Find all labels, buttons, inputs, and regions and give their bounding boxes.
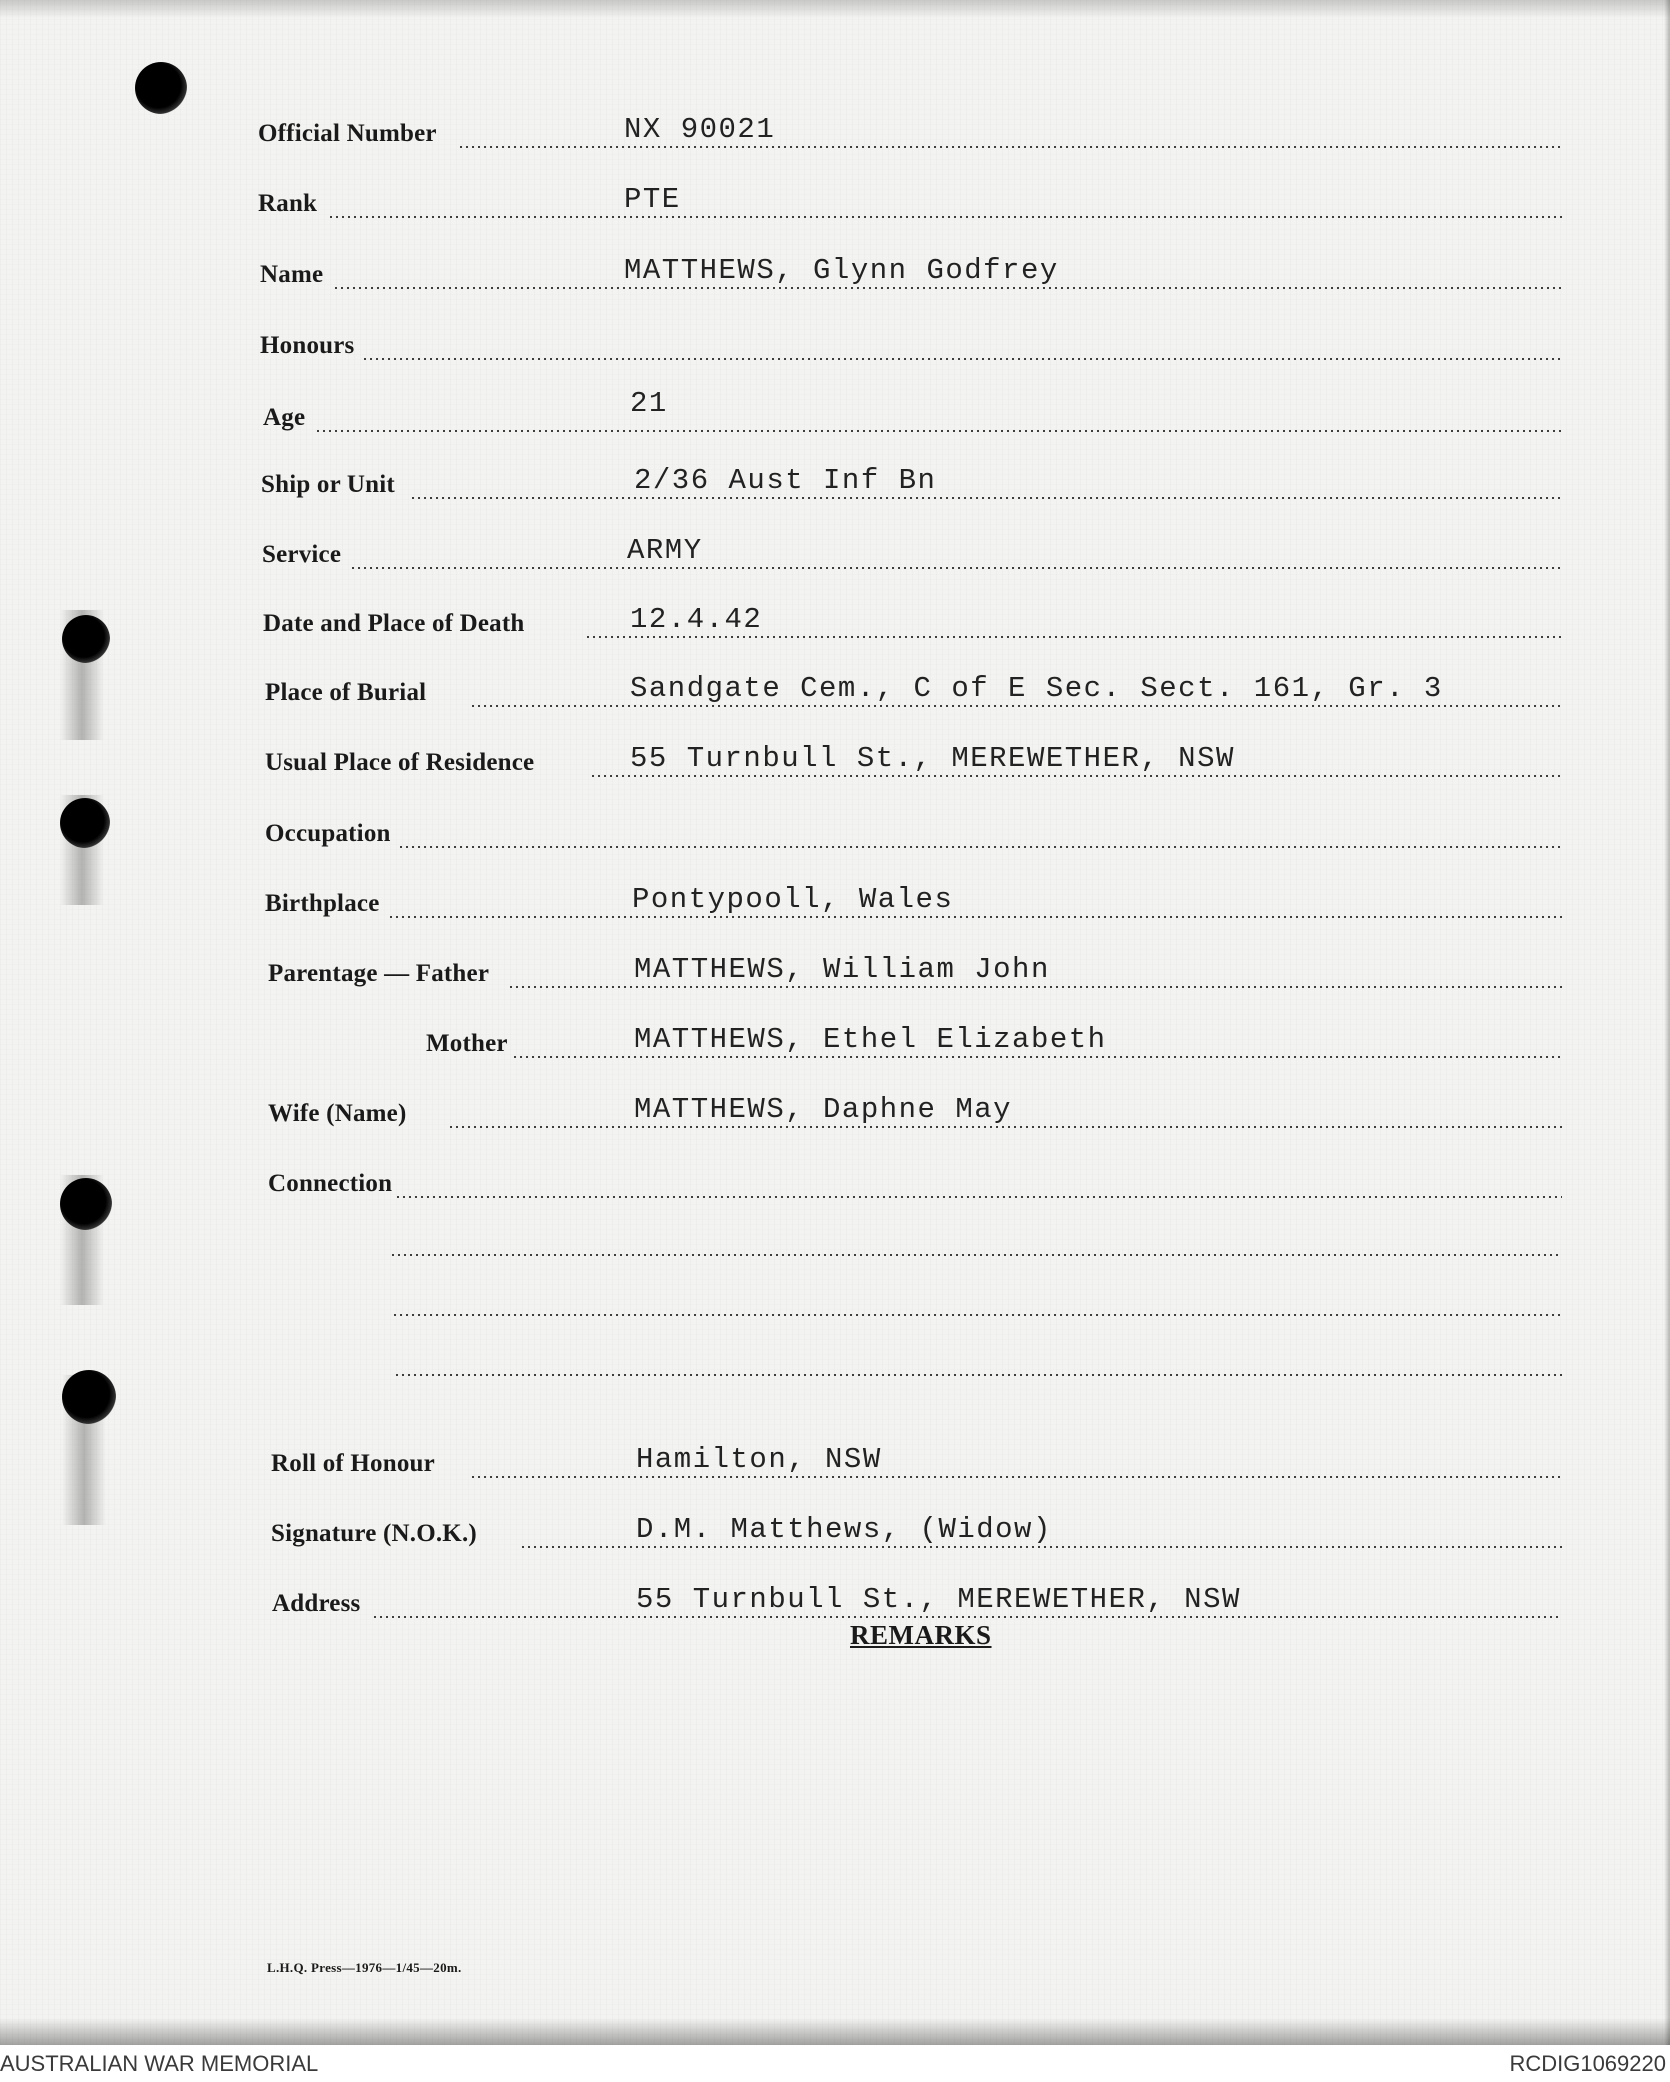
field-roll-of-honour xyxy=(0,1440,1670,1484)
field-value: MATTHEWS, Glynn Godfrey xyxy=(624,254,1059,287)
dotted-line xyxy=(590,775,1562,777)
remarks-heading: REMARKS xyxy=(850,1620,992,1650)
dotted-line xyxy=(388,916,1562,918)
field-label: Age xyxy=(263,404,306,431)
field-address xyxy=(0,1580,1670,1624)
field-rank xyxy=(0,180,1670,224)
field-value: 2/36 Aust Inf Bn xyxy=(634,464,937,497)
field-label: Place of Burial xyxy=(265,679,427,706)
dotted-line xyxy=(395,1196,1562,1198)
field-wife-name xyxy=(0,1090,1670,1134)
dotted-line xyxy=(328,216,1562,218)
field-official-number xyxy=(0,110,1670,154)
field-value: 21 xyxy=(630,387,668,420)
field-label: Ship or Unit xyxy=(261,471,395,498)
field-usual-residence xyxy=(0,739,1670,783)
field-value: Hamilton, NSW xyxy=(636,1443,882,1476)
field-parentage-father xyxy=(0,950,1670,994)
dotted-line xyxy=(392,1314,1562,1316)
printer-imprint: L.H.Q. Press—1976—1/45—20m. xyxy=(267,1960,462,1975)
field-honours xyxy=(0,322,1670,366)
dotted-line xyxy=(372,1616,1562,1618)
field-label: Date and Place of Death xyxy=(263,610,525,637)
field-label: Honours xyxy=(260,332,355,359)
field-connection xyxy=(0,1160,1670,1204)
field-label: Occupation xyxy=(265,820,391,847)
field-label: Signature (N.O.K.) xyxy=(271,1520,477,1547)
footer-institution: AUSTRALIAN WAR MEMORIAL xyxy=(0,2051,319,2076)
field-label: Parentage — Father xyxy=(268,960,490,987)
field-label: Usual Place of Residence xyxy=(265,749,535,776)
field-label: Rank xyxy=(258,190,318,217)
field-value: PTE xyxy=(624,183,681,216)
field-service xyxy=(0,531,1670,575)
field-label: Official Number xyxy=(258,120,437,147)
field-label: Mother xyxy=(426,1030,508,1057)
dotted-line xyxy=(520,1546,1562,1548)
dotted-line xyxy=(390,1254,1562,1256)
connection-blank-line xyxy=(0,1218,1670,1262)
field-value: MATTHEWS, Daphne May xyxy=(634,1093,1013,1126)
field-place-of-burial xyxy=(0,669,1670,713)
dotted-line xyxy=(410,497,1562,499)
dotted-line xyxy=(315,430,1562,432)
connection-blank-line xyxy=(0,1338,1670,1382)
dotted-line xyxy=(470,1476,1562,1478)
field-signature-nok xyxy=(0,1510,1670,1554)
dotted-line xyxy=(394,1374,1562,1376)
field-value: MATTHEWS, Ethel Elizabeth xyxy=(634,1023,1107,1056)
scan-bottom-edge xyxy=(0,2018,1670,2046)
dotted-line xyxy=(350,567,1562,569)
field-value: Pontypooll, Wales xyxy=(632,883,954,916)
field-value: 55 Turnbull St., MEREWETHER, NSW xyxy=(636,1583,1241,1616)
field-label: Birthplace xyxy=(265,890,380,917)
dotted-line xyxy=(448,1126,1562,1128)
field-value: 12.4.42 xyxy=(630,603,763,636)
field-label: Address xyxy=(272,1590,361,1617)
field-birthplace xyxy=(0,880,1670,924)
field-age xyxy=(0,387,1670,438)
field-date-place-of-death xyxy=(0,600,1670,644)
field-value: NX 90021 xyxy=(624,113,776,146)
archive-footer xyxy=(0,2045,1670,2082)
field-label: Name xyxy=(260,261,324,288)
field-label: Wife (Name) xyxy=(268,1100,407,1127)
field-value: D.M. Matthews, (Widow) xyxy=(636,1513,1052,1546)
field-value: Sandgate Cem., C of E Sec. Sect. 161, Gr. 3 xyxy=(630,672,1443,705)
dotted-line xyxy=(458,146,1562,148)
dotted-line xyxy=(508,986,1562,988)
field-label: Roll of Honour xyxy=(271,1450,435,1477)
scan-top-edge xyxy=(0,0,1670,18)
field-value: ARMY xyxy=(627,534,703,567)
dotted-line xyxy=(362,358,1562,360)
field-ship-or-unit xyxy=(0,461,1670,505)
footer-record-id: RCDIG1069220 xyxy=(1509,2051,1666,2076)
field-label: Service xyxy=(262,541,342,568)
dotted-line xyxy=(398,846,1562,848)
connection-blank-line xyxy=(0,1278,1670,1322)
field-value: MATTHEWS, William John xyxy=(634,953,1050,986)
field-parentage-mother xyxy=(0,1020,1670,1064)
dotted-line xyxy=(585,636,1562,638)
field-occupation xyxy=(0,810,1670,854)
dotted-line xyxy=(512,1056,1562,1058)
field-name xyxy=(0,251,1670,295)
dotted-line xyxy=(333,287,1562,289)
punch-hole-top xyxy=(135,62,187,114)
field-label: Connection xyxy=(268,1170,393,1197)
dotted-line xyxy=(470,705,1562,707)
field-value: 55 Turnbull St., MEREWETHER, NSW xyxy=(630,742,1235,775)
